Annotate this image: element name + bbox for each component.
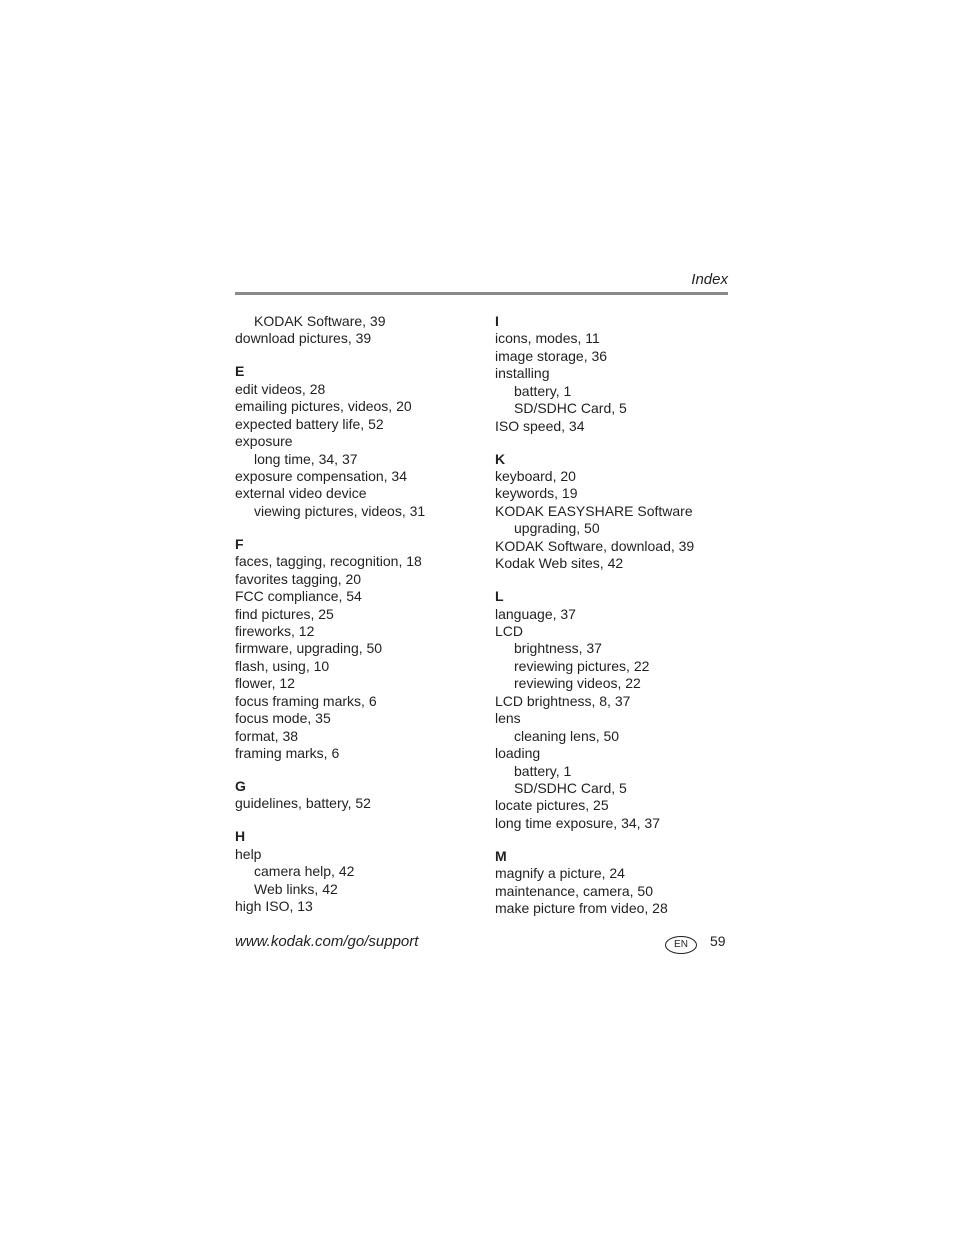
index-subentry: SD/SDHC Card, 5 [514,779,627,796]
index-subentry: battery, 1 [514,762,572,779]
index-entry: emailing pictures, videos, 20 [235,398,412,415]
index-entry: magnify a picture, 24 [495,865,625,882]
index-entry: locate pictures, 25 [495,797,609,814]
index-entry: maintenance, camera, 50 [495,882,653,899]
page-number: 59 [710,933,726,949]
index-entry: KODAK EASYSHARE Software [495,502,693,519]
index-entry: loading [495,745,541,762]
index-entry: download pictures, 39 [235,330,372,347]
index-entry: make picture from video, 28 [495,900,668,917]
index-entry: keyboard, 20 [495,468,576,484]
index-subentry: reviewing videos, 22 [514,675,641,692]
index-entry: Kodak Web sites, 42 [495,555,624,572]
index-entry: exposure compensation, 34 [235,468,407,484]
index-entry: long time exposure, 34, 37 [495,814,660,831]
index-section-letter: E [235,363,245,380]
index-column-right [495,313,740,918]
index-section-letter: L [495,588,504,605]
index-subentry: viewing pictures, videos, 31 [254,502,426,519]
index-subentry: KODAK Software, 39 [254,313,386,329]
index-entry: firmware, upgrading, 50 [235,640,383,657]
index-section-letter: H [235,828,246,845]
index-subentry: SD/SDHC Card, 5 [514,400,627,417]
index-entry: ISO speed, 34 [495,417,585,434]
index-subentry: upgrading, 50 [514,520,600,537]
index-entry: language, 37 [495,605,576,622]
index-entry: keywords, 19 [495,485,578,502]
index-subentry: brightness, 37 [514,640,602,657]
index-entry: lens [495,710,521,727]
index-section-letter: M [495,847,507,864]
index-subentry: long time, 34, 37 [254,450,358,467]
section-gap [235,348,480,364]
index-section-letter: K [495,450,506,467]
index-entry: guidelines, battery, 52 [235,795,371,812]
section-gap [495,573,740,589]
index-entry: find pictures, 25 [235,605,334,622]
index-subentry: reviewing pictures, 22 [514,657,650,674]
index-entry: edit videos, 28 [235,380,326,397]
index-subentry: battery, 1 [514,382,572,399]
index-subentry: Web links, 42 [254,880,338,897]
index-entry: framing marks, 6 [235,745,340,762]
index-entry: flash, using, 10 [235,657,330,674]
section-gap [495,435,740,451]
index-entry: icons, modes, 11 [495,330,600,347]
index-entry: faces, tagging, recognition, 18 [235,553,422,570]
index-subentry: camera help, 42 [254,863,355,880]
support-url: www.kodak.com/go/support [235,933,419,950]
index-section-letter: G [235,778,246,794]
section-gap [235,763,480,779]
index-entry: external video device [235,485,367,502]
running-header: Index [691,271,728,288]
index-subentry: cleaning lens, 50 [514,727,620,744]
section-gap [235,520,480,536]
index-entry: exposure [235,433,293,450]
index-entry: expected battery life, 52 [235,415,384,432]
index-entry: favorites tagging, 20 [235,570,362,587]
index-entry: KODAK Software, download, 39 [495,537,695,554]
section-gap [495,832,740,848]
index-entry: high ISO, 13 [235,898,313,915]
index-entry: help [235,845,262,862]
language-badge: EN [665,936,697,954]
index-column-left [235,313,480,916]
index-entry: LCD brightness, 8, 37 [495,692,631,709]
header-divider [235,292,728,295]
index-entry: fireworks, 12 [235,623,315,639]
index-entry: format, 38 [235,727,299,744]
index-entry: flower, 12 [235,675,295,692]
index-section-letter: I [495,313,499,329]
index-entry: LCD [495,623,524,639]
index-entry: focus mode, 35 [235,710,331,727]
index-entry: installing [495,365,550,382]
index-entry: FCC compliance, 54 [235,588,362,605]
index-section-letter: F [235,535,244,552]
index-entry: focus framing marks, 6 [235,692,377,709]
section-gap [235,813,480,829]
index-entry: image storage, 36 [495,347,608,364]
